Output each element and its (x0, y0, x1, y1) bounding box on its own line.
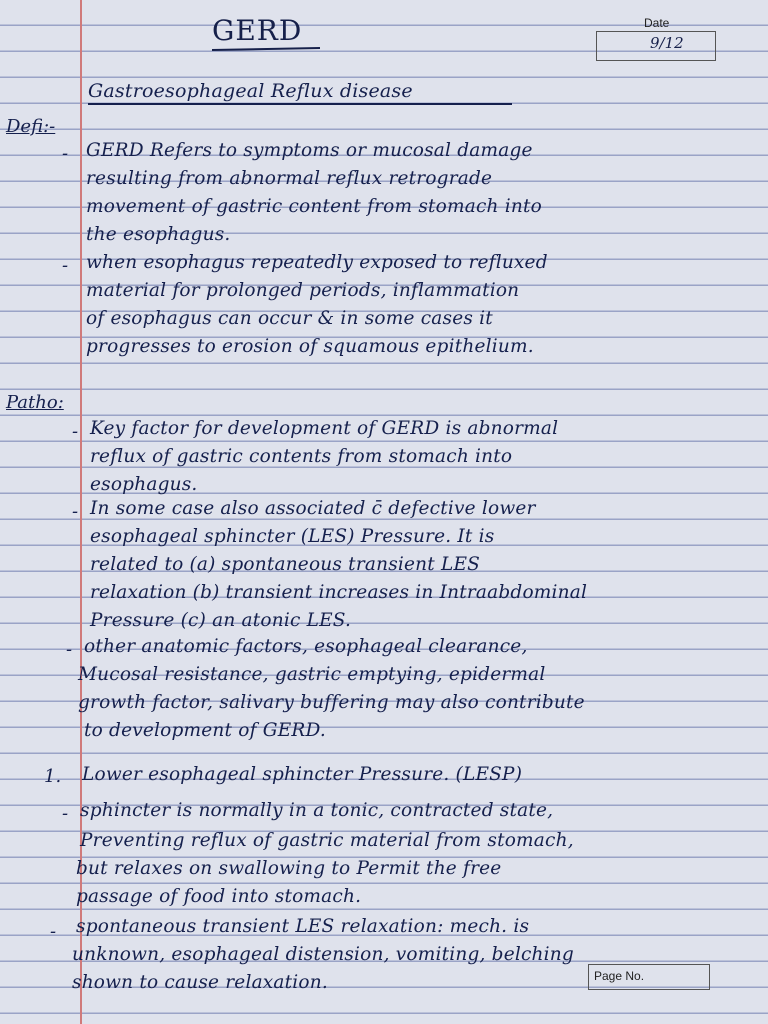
patho-line: Key factor for development of GERD is abnormal (90, 418, 559, 439)
def-line: the esophagus. (86, 224, 231, 245)
bullet-dash: - (62, 255, 69, 276)
patho-line: but relaxes on swallowing to Permit the free (76, 858, 502, 879)
bullet-dash: - (62, 803, 69, 824)
definition-label: Defi:- (6, 116, 56, 137)
numbered-marker: 1. (44, 766, 62, 787)
def-line: of esophagus can occur & in some cases it (86, 308, 493, 329)
date-label: Date (644, 16, 670, 30)
patho-line: esophagus. (90, 474, 198, 495)
def-line: progresses to erosion of squamous epithelium. (86, 336, 534, 357)
def-line: GERD Refers to symptoms or mucosal damage (86, 140, 533, 161)
patho-line: other anatomic factors, esophageal clearance, (84, 636, 528, 657)
patho-line: sphincter is normally in a tonic, contracted state, (80, 800, 554, 821)
patho-line: growth factor, salivary buffering may also contribute (78, 692, 585, 713)
bullet-dash: - (66, 639, 73, 660)
patho-line: unknown, esophageal distension, vomiting, belching (72, 944, 574, 965)
def-line: when esophagus repeatedly exposed to refluxed (86, 252, 548, 273)
patho-line: shown to cause relaxation. (72, 972, 328, 993)
heading: Gastroesophageal Reflux disease (88, 80, 413, 102)
patho-line: spontaneous transient LES relaxation: mech. is (76, 916, 530, 937)
title-underline (212, 47, 320, 51)
patho-line: to development of GERD. (84, 720, 326, 741)
patho-line: Lower esophageal sphincter Pressure. (LESP) (82, 764, 523, 785)
patho-line: Pressure (c) an atonic LES. (90, 610, 352, 631)
patho-line: In some case also associated c̄ defective lower (90, 498, 536, 519)
heading-underline (88, 103, 512, 105)
bullet-dash: - (62, 143, 69, 164)
page-number-label: Page No. (594, 969, 645, 983)
def-line: material for prolonged periods, inflammation (86, 280, 520, 301)
patho-line: Preventing reflux of gastric material from stomach, (80, 830, 574, 851)
patho-line: passage of food into stomach. (76, 886, 362, 907)
patho-line: Mucosal resistance, gastric emptying, epidermal (78, 664, 546, 685)
def-line: movement of gastric content from stomach into (86, 196, 542, 217)
patho-label: Patho: (6, 392, 64, 413)
page-title: GERD (212, 14, 303, 47)
bullet-dash: - (72, 501, 79, 522)
bullet-dash: - (72, 421, 79, 442)
date-value: 9/12 (650, 34, 684, 52)
patho-line: esophageal sphincter (LES) Pressure. It is (90, 526, 495, 547)
patho-line: reflux of gastric contents from stomach into (90, 446, 513, 467)
patho-line: related to (a) spontaneous transient LES (90, 554, 481, 575)
def-line: resulting from abnormal reflux retrograde (86, 168, 493, 189)
bullet-dash: - (50, 921, 57, 942)
patho-line: relaxation (b) transient increases in Intraabdominal (90, 582, 588, 603)
